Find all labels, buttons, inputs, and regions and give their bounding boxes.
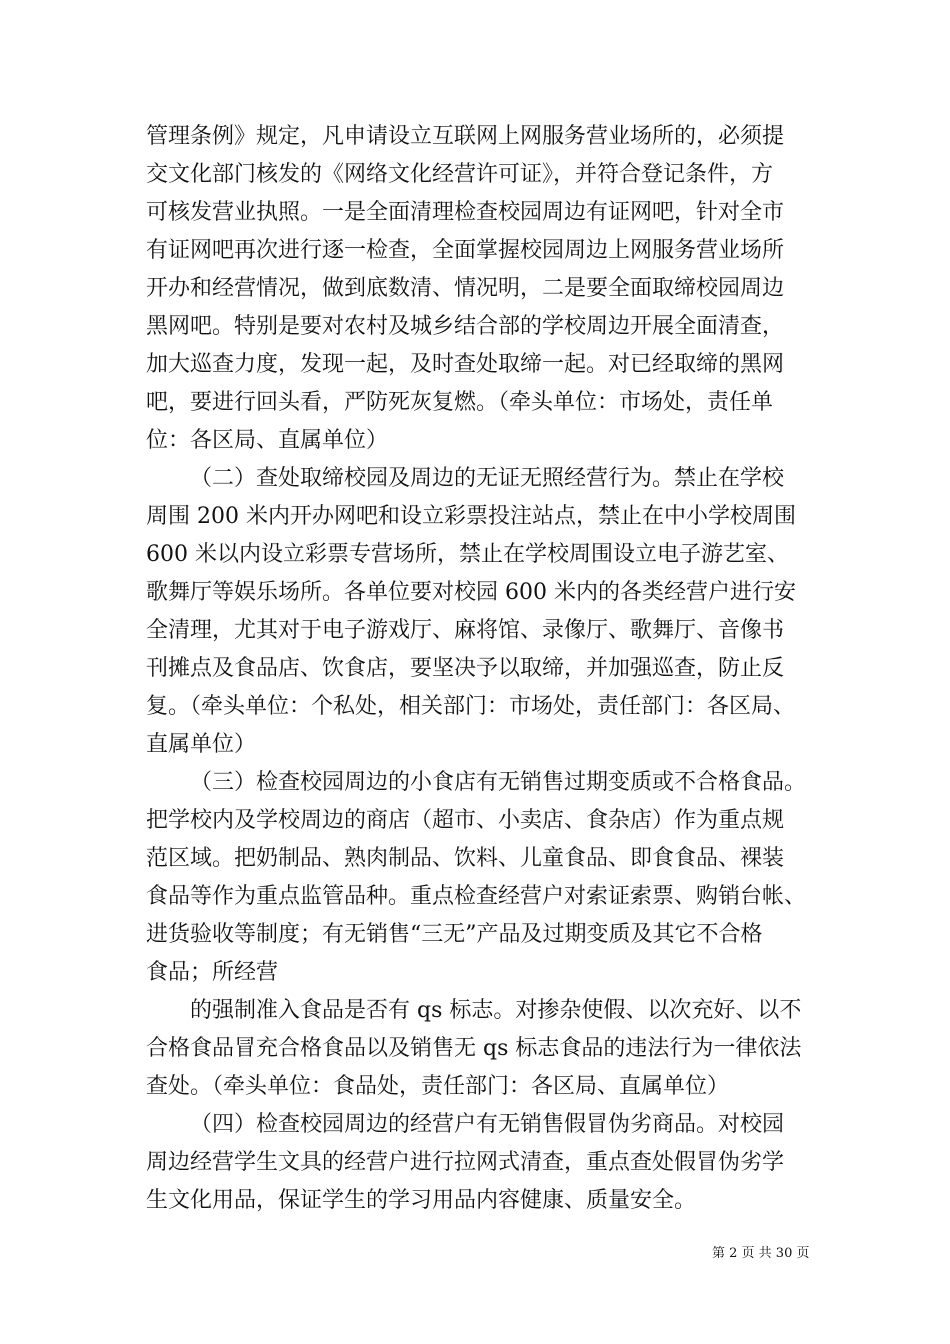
text-line: 歌舞厅等娱乐场所。各单位要对校园 600 米内的各类经营户进行安 <box>146 580 796 605</box>
section-2-heading-line: （二）查处取缔校园及周边的无证无照经营行为。禁止在学校 <box>190 466 785 491</box>
text-line: 食品等作为重点监管品种。重点检查经营户对索证索票、购销台帐、 <box>146 884 807 909</box>
text-line: 600 米以内设立彩票专营场所，禁止在学校周围设立电子游艺室、 <box>146 542 789 567</box>
text-line: 管理条例》规定，凡申请设立互联网上网服务营业场所的，必须提 <box>146 124 785 149</box>
text-line: 周围 200 米内开办网吧和设立彩票投注站点，禁止在中小学校周围 <box>146 504 796 529</box>
text-line: 刊摊点及食品店、饮食店，要坚决予以取缔，并加强巡查，防止反 <box>146 656 785 681</box>
text-line: 生文化用品，保证学生的学习用品内容健康、质量安全。 <box>146 1188 697 1213</box>
page-number-label: 第 2 页 共 30 页 <box>712 1246 810 1261</box>
text-line: 周边经营学生文具的经营户进行拉网式清查，重点查处假冒伪劣学 <box>146 1150 785 1175</box>
text-line: 合格食品冒充合格食品以及销售无 qs 标志食品的违法行为一律依法 <box>146 1036 802 1061</box>
text-line: 范区域。把奶制品、熟肉制品、饮料、儿童食品、即食食品、裸装 <box>146 846 785 871</box>
text-line: 全清理，尤其对于电子游戏厅、麻将馆、录像厅、歌舞厅、音像书 <box>146 618 785 643</box>
text-line: 进货验收等制度；有无销售“三无”产品及过期变质及其它不合格 <box>146 922 763 947</box>
text-line: 位：各区局、直属单位） <box>146 428 389 453</box>
text-line: 开办和经营情况，做到底数清、情况明，二是要全面取缔校园周边 <box>146 276 785 301</box>
text-line: 查处。（牵头单位：食品处，责任部门：各区局、直属单位） <box>146 1074 730 1099</box>
text-line: 食品；所经营 <box>146 960 279 985</box>
section-3-heading-line: （三）检查校园周边的小食店有无销售过期变质或不合格食品。 <box>190 770 807 795</box>
text-line: 交文化部门核发的《网络文化经营许可证》，并符合登记条件，方 <box>146 162 774 187</box>
text-line: 加大巡查力度，发现一起，及时查处取缔一起。对已经取缔的黑网 <box>146 352 785 377</box>
body-text <box>146 118 836 1220</box>
text-line: 把学校内及学校周边的商店（超市、小卖店、食杂店）作为重点规 <box>146 808 785 833</box>
text-line: 的强制准入食品是否有 qs 标志。对掺杂使假、以次充好、以不 <box>190 998 802 1023</box>
text-line: 黑网吧。特别是要对农村及城乡结合部的学校周边开展全面清查， <box>146 314 785 339</box>
text-line: 有证网吧再次进行逐一检查，全面掌握校园周边上网服务营业场所 <box>146 238 785 263</box>
text-line: 吧，要进行回头看，严防死灰复燃。（牵头单位：市场处，责任单 <box>146 390 774 415</box>
section-4-heading-line: （四）检查校园周边的经营户有无销售假冒伪劣商品。对校园 <box>190 1112 785 1137</box>
text-line: 可核发营业执照。一是全面清理检查校园周边有证网吧，针对全市 <box>146 200 785 225</box>
text-line: 复。（牵头单位：个私处，相关部门：市场处，责任部门：各区局、 <box>146 694 796 719</box>
text-line: 直属单位） <box>146 732 257 757</box>
